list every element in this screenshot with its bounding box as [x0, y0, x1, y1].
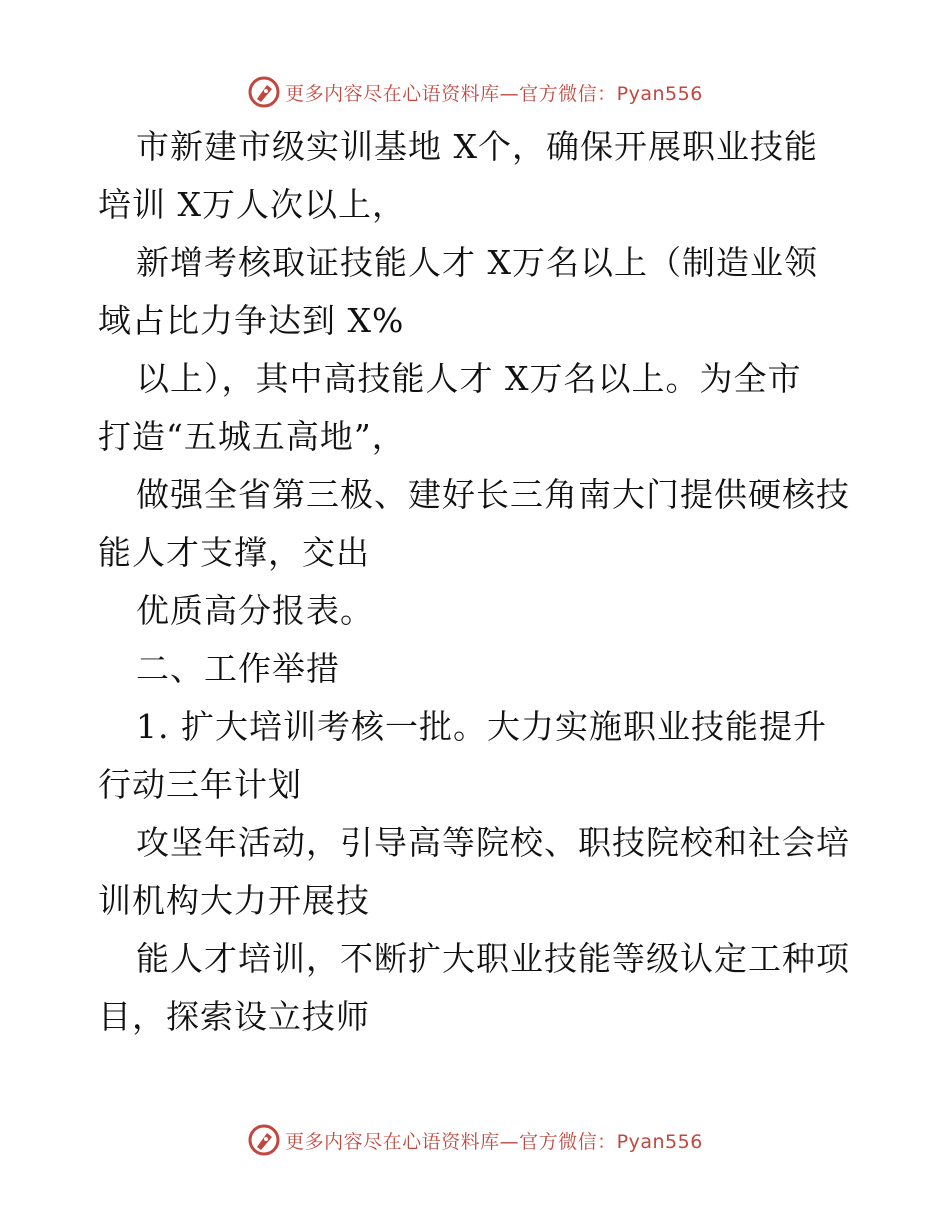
section-heading: 二、工作举措	[136, 649, 340, 688]
document-body	[98, 118, 858, 1046]
paragraph-line: 做强全省第三极、建好长三角南大门提供硬核技	[136, 475, 850, 514]
paragraph-line: 能人才培训，不断扩大职业技能等级认定工种项	[136, 939, 850, 978]
footer-banner-text: 更多内容尽在心语资料库—官方微信：Pyan556	[285, 1130, 703, 1153]
paragraph-line: 优质高分报表。	[136, 591, 374, 630]
paragraph-line: 能人才支撑，交出	[98, 533, 370, 572]
paragraph-line: 以上），其中高技能人才 X万名以上。为全市	[136, 359, 802, 398]
header-banner	[0, 72, 950, 112]
paragraph-line: 市新建市级实训基地 X个，确保开展职业技能	[136, 127, 818, 166]
paragraph-line: 打造“五城五高地”，	[98, 417, 406, 456]
paragraph-line: 域占比力争达到 X%	[98, 301, 405, 340]
paragraph-line: 行动三年计划	[98, 765, 302, 804]
paragraph-line: 培训 X万人次以上，	[98, 185, 406, 224]
pen-nib-logo-icon	[247, 75, 281, 109]
paragraph-line: 新增考核取证技能人才 X万名以上（制造业领	[136, 243, 818, 282]
paragraph-line: 训机构大力开展技	[98, 881, 370, 920]
footer-banner	[0, 1120, 950, 1160]
paragraph-line: 目，探索设立技师	[98, 997, 370, 1036]
paragraph-line: 1. 扩大培训考核一批。大力实施职业技能提升	[136, 707, 827, 746]
header-banner-text: 更多内容尽在心语资料库—官方微信：Pyan556	[285, 82, 703, 105]
pen-nib-logo-icon	[247, 1123, 281, 1157]
paragraph-line: 攻坚年活动，引导高等院校、职技院校和社会培	[136, 823, 850, 862]
